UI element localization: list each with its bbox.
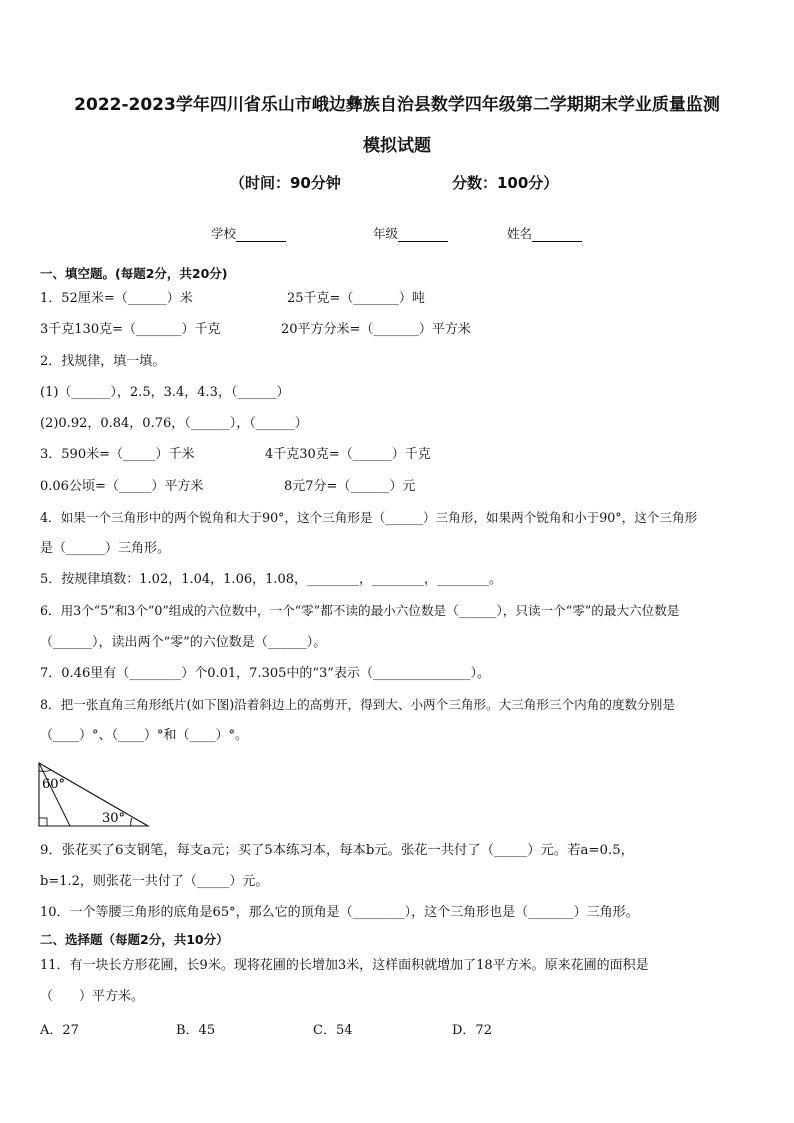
question-line: 20平方分米=（_______）平方米 <box>281 322 471 337</box>
page-title: 2022-2023学年四川省乐山市峨边彝族自治县数学四年级第二学期期末学业质量监测 <box>74 95 720 115</box>
grade-field <box>373 224 448 242</box>
question-line: 3．590米=（_____）千米 <box>40 447 195 462</box>
question-line: 7．0.46里有（________）个0.01，7.305中的“3”表示（_______________）。 <box>40 666 490 681</box>
question-line: 2．找规律，填一填。 <box>40 354 166 369</box>
option-c: C．54 <box>313 1023 353 1038</box>
question-line: （____）°、（____）°和（____）°。 <box>40 728 249 743</box>
question-line: 25千克=（_______）吨 <box>287 291 425 306</box>
question-line: 是（______）三角形。 <box>40 541 171 556</box>
question-line: 8．把一张直角三角形纸片(如下图)沿着斜边上的高剪开，得到大、小两个三角形。大三角形三个内角的度数分别是 <box>40 697 675 712</box>
angle-30-label: 30° <box>102 811 126 826</box>
question-line: 1．52厘米=（______）米 <box>40 291 193 306</box>
question-line: （ ）平方米。 <box>40 989 145 1004</box>
question-line: 9．张花买了6支钢笔，每支a元；买了5本练习本，每本b元。张花一共付了（_____）元。若a=0.5， <box>40 843 634 858</box>
question-line: 10．一个等腰三角形的底角是65°，那么它的顶角是（________），这个三角形也是（_______）三角形。 <box>40 905 639 920</box>
option-a: A．27 <box>40 1023 79 1038</box>
school-field <box>211 224 286 242</box>
question-line: 5．按规律填数：1.02，1.04，1.06，1.08，________，________，________。 <box>40 572 503 587</box>
question-line: 4．如果一个三角形中的两个锐角和大于90°，这个三角形是（______）三角形，如果两个锐角和小于90°，这个三角形 <box>40 510 698 525</box>
school-blank <box>236 229 286 242</box>
question-line: 0.06公顷=（_____）平方米 <box>40 479 204 494</box>
section1-heading: 一、填空题。(每题2分，共20分) <box>40 266 228 281</box>
grade-label: 年级 <box>373 226 399 241</box>
question-line: 8元7分=（______）元 <box>284 479 416 494</box>
question-line: 6．用3个“5”和3个“0”组成的六位数中，一个“零”都不读的最小六位数是（______），只读一个“零”的最大六位数是 <box>40 603 680 618</box>
section2-heading: 二、选择题（每题2分，共10分） <box>40 932 229 947</box>
question-line: （______），读出两个“零”的六位数是（______）。 <box>40 635 327 650</box>
option-b: B．45 <box>176 1023 216 1038</box>
question-line: 11．有一块长方形花圃，长9米。现将花圃的长增加3米，这样面积就增加了18平方米。原来花圃的面积是 <box>40 958 649 973</box>
name-blank <box>532 229 582 242</box>
question-line: 3千克130克=（_______）千克 <box>40 322 221 337</box>
name-label: 姓名 <box>507 226 533 241</box>
option-d: D．72 <box>452 1023 492 1038</box>
right-triangle-figure <box>34 758 154 830</box>
angle-60-label: 60° <box>42 777 66 792</box>
school-label: 学校 <box>211 226 237 241</box>
name-field <box>507 224 582 242</box>
question-line: (2)0.92，0.84，0.76，（______），（______） <box>40 416 308 431</box>
question-line: (1)（______），2.5，3.4，4.3，（______） <box>40 385 290 400</box>
page-title-continued: 模拟试题 <box>363 136 431 156</box>
question-line: b=1.2，则张花一共付了（_____）元。 <box>40 874 269 889</box>
total-score: 分数：100分） <box>452 174 559 192</box>
grade-blank <box>398 229 448 242</box>
question-line: 4千克30克=（______）千克 <box>265 447 431 462</box>
time-limit: （时间：90分钟 <box>230 174 341 192</box>
